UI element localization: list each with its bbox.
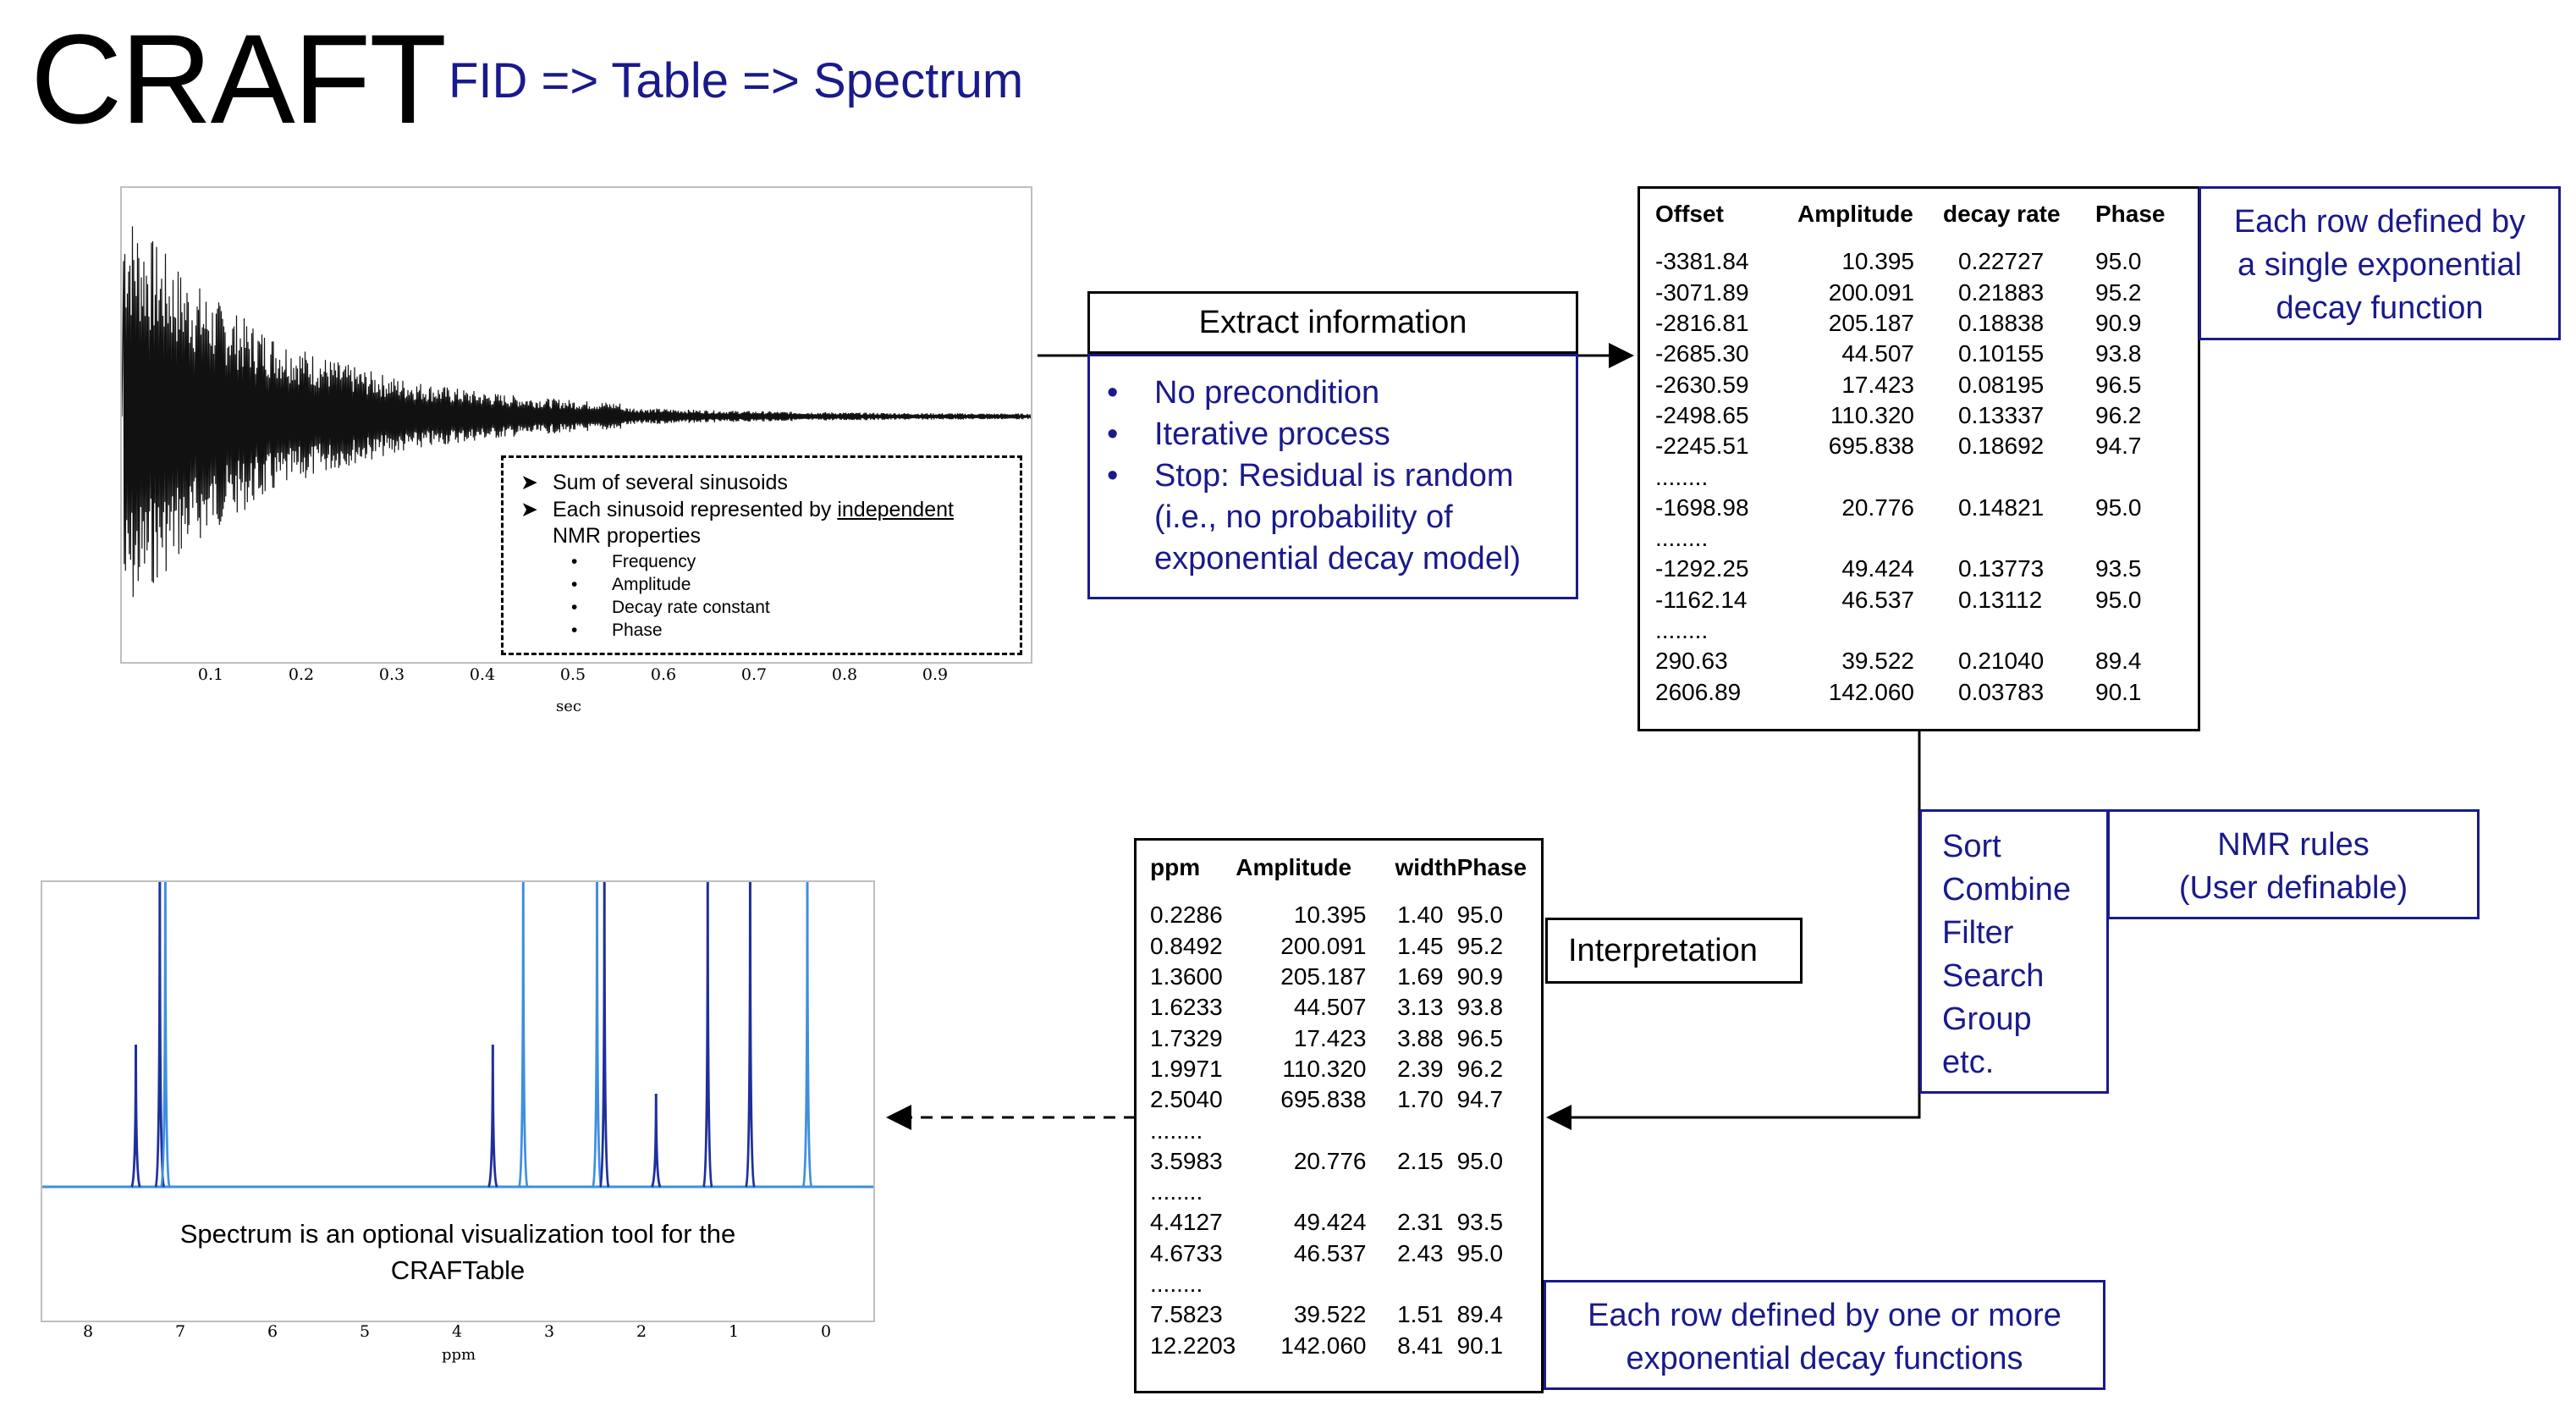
x-tick-label: 0.7 — [740, 665, 768, 684]
table-cell: 89.4 — [1456, 1301, 1504, 1328]
table-row — [1655, 308, 2197, 339]
x-tick-label: 1 — [728, 1322, 740, 1341]
table-row — [1150, 1146, 1541, 1177]
spectrum-peak — [132, 1045, 140, 1187]
table-row — [1150, 1115, 1541, 1145]
table-cell: ........ — [1150, 1117, 1203, 1144]
extract-bullet: • Iterative process — [1107, 416, 1390, 452]
x-tick-label: 4 — [451, 1322, 463, 1341]
table-cell — [1943, 615, 2095, 646]
spectrum-x-label: ppm — [442, 1346, 476, 1364]
table-row — [1150, 1084, 1541, 1115]
legend-item: • Decay rate constant — [571, 598, 770, 617]
nmr-rules-box: NMR rules (User definable) — [2107, 809, 2480, 919]
extract-bullet: • No precondition — [1107, 375, 1380, 411]
table-cell: 2.15 — [1397, 1147, 1444, 1174]
fid-table-box — [1638, 186, 2200, 731]
table-cell: 1.6233 — [1150, 994, 1223, 1021]
table-cell: 142.060 — [1280, 1332, 1367, 1359]
column-header: Amplitude — [1236, 854, 1352, 881]
operation-item: etc. — [1942, 1045, 1995, 1080]
table-row — [1150, 1207, 1541, 1238]
column-header: Phase — [1456, 854, 1527, 881]
column-header: Offset — [1655, 201, 1724, 228]
spectrum-peak — [746, 882, 754, 1187]
table-cell: -1292.25 — [1655, 555, 1749, 582]
table-cell: -2630.59 — [1655, 371, 1749, 398]
table-cell: 93.5 — [2095, 555, 2142, 582]
table-row — [1150, 1177, 1541, 1207]
table-row — [1655, 523, 2197, 554]
table-cell: 12.2203 — [1150, 1332, 1236, 1359]
table-cell — [1457, 1115, 1541, 1145]
column-header: ppm — [1150, 854, 1201, 881]
table-cell: 96.2 — [1456, 1055, 1504, 1082]
table-cell: 0.14821 — [1958, 494, 2045, 521]
table-cell: 20.776 — [1293, 1147, 1367, 1174]
table-cell: 95.0 — [2095, 586, 2142, 613]
x-tick-label: 3 — [543, 1322, 555, 1341]
table-row — [1150, 1269, 1541, 1299]
table-cell: ........ — [1150, 1178, 1203, 1205]
table-row — [1150, 1023, 1541, 1053]
x-tick-label: 0.8 — [831, 665, 858, 684]
table-cell: 4.4127 — [1150, 1209, 1223, 1236]
table-cell: 90.9 — [2095, 310, 2142, 337]
table-cell: 90.9 — [1456, 963, 1504, 990]
table-cell: 4.6733 — [1150, 1239, 1223, 1266]
table-cell: 94.7 — [1456, 1086, 1504, 1113]
x-tick-label: 0.1 — [197, 665, 224, 684]
table-cell — [1236, 1269, 1395, 1299]
spectrum-peak — [600, 882, 608, 1187]
legend-line-1: ➤ Sum of several sinusoids — [520, 471, 788, 494]
table-cell: 49.424 — [1293, 1209, 1367, 1236]
table-cell: 3.88 — [1397, 1024, 1444, 1051]
fid-x-label: sec — [556, 698, 581, 715]
extract-bullet-cont: (i.e., no probability of — [1154, 499, 1453, 535]
table-cell — [1797, 461, 1943, 492]
table-cell: 0.10155 — [1958, 340, 2045, 367]
extract-bullet-cont: exponential decay model) — [1154, 541, 1522, 576]
ppm-table — [1150, 852, 1541, 1361]
table-row — [1150, 931, 1541, 962]
table-cell: 1.51 — [1397, 1301, 1444, 1328]
table-cell: 0.2286 — [1150, 902, 1223, 929]
table-cell: 2.43 — [1397, 1239, 1444, 1266]
table-row — [1655, 646, 2197, 676]
x-tick-label: 0.6 — [650, 665, 677, 684]
table-row — [1150, 1054, 1541, 1084]
table-cell: 0.13773 — [1958, 555, 2045, 582]
table-cell: -3071.89 — [1655, 279, 1749, 306]
table-cell: 95.0 — [1456, 1147, 1504, 1174]
table-row — [1655, 431, 2197, 461]
table-cell: 39.522 — [1293, 1301, 1367, 1328]
table-cell — [2095, 615, 2197, 646]
x-tick-label: 0.5 — [559, 665, 586, 684]
table-cell: 44.507 — [1293, 994, 1367, 1021]
table-cell: 20.776 — [1841, 494, 1914, 521]
operation-item: Combine — [1942, 872, 2072, 907]
table-cell: 96.5 — [2095, 371, 2142, 398]
table-row — [1150, 1238, 1541, 1269]
extract-title-box: Extract information — [1087, 291, 1578, 354]
table-cell: 17.423 — [1293, 1024, 1367, 1051]
table-cell: ........ — [1150, 1271, 1203, 1297]
table-cell: -3381.84 — [1655, 248, 1749, 275]
table-cell: ........ — [1655, 617, 1709, 643]
spectrum-peak — [593, 882, 602, 1187]
table-cell: -1162.14 — [1655, 586, 1748, 613]
table-cell: 10.395 — [1841, 248, 1914, 275]
spectrum-peak — [803, 882, 812, 1187]
spectrum-peak — [703, 882, 712, 1187]
table-cell: 90.1 — [1456, 1332, 1504, 1359]
table-cell: 1.7329 — [1150, 1024, 1223, 1051]
x-tick-label: 0.9 — [922, 665, 949, 684]
table-cell: -2685.30 — [1655, 340, 1749, 367]
table-cell: 3.13 — [1397, 994, 1444, 1021]
table-cell: 8.41 — [1397, 1332, 1444, 1359]
table-cell: -2816.81 — [1655, 310, 1749, 337]
table-cell: 89.4 — [2095, 648, 2142, 675]
table-cell: 44.507 — [1841, 340, 1914, 367]
table-cell: 0.8492 — [1150, 932, 1223, 959]
x-tick-label: 7 — [174, 1322, 186, 1341]
table-cell: 0.18838 — [1958, 310, 2045, 337]
table-cell: 96.5 — [1456, 1024, 1504, 1051]
legend-line-2: ➤ Each sinusoid represented by independent — [520, 498, 954, 521]
table-row — [1150, 1330, 1541, 1360]
table-row — [1655, 615, 2197, 646]
legend-line-3: NMR properties — [553, 524, 702, 548]
table-row — [1655, 585, 2197, 615]
x-tick-label: 0.2 — [288, 665, 315, 684]
column-header: Phase — [2095, 201, 2166, 228]
table-row — [1150, 992, 1541, 1023]
operation-item: Filter — [1942, 915, 2014, 951]
table-cell: 200.091 — [1280, 932, 1367, 959]
table-row — [1655, 461, 2197, 492]
table-cell — [1457, 1177, 1541, 1207]
table-cell: 0.18692 — [1958, 433, 2045, 460]
table-cell — [1457, 1269, 1541, 1299]
table-row — [1150, 1299, 1541, 1330]
table-cell: 0.22727 — [1958, 248, 2045, 275]
table-cell: 7.5823 — [1150, 1301, 1223, 1328]
table-cell: 95.2 — [2095, 279, 2142, 306]
extract-bullet: • Stop: Residual is random — [1107, 458, 1514, 494]
table-cell: 1.9971 — [1150, 1055, 1223, 1082]
fid-axis — [120, 662, 1029, 721]
table-cell: 1.69 — [1397, 963, 1444, 990]
table-row — [1655, 400, 2197, 431]
table-cell: 96.2 — [2095, 401, 2142, 428]
table-cell: 1.3600 — [1150, 963, 1223, 990]
table-cell: -1698.98 — [1655, 494, 1749, 521]
table-cell: 95.0 — [2095, 248, 2142, 275]
table-cell: 2.5040 — [1150, 1086, 1223, 1113]
table-cell — [1943, 523, 2095, 554]
column-header: Amplitude — [1797, 201, 1913, 228]
spectrum-caption: Spectrum is an optional visualization tool for the CRAFTable — [179, 1219, 736, 1285]
row-note-bottom: Each row defined by one or more exponential decay functions — [1544, 1280, 2105, 1390]
table-cell — [2095, 461, 2197, 492]
legend-item: • Phase — [571, 620, 663, 640]
table-cell: 290.63 — [1655, 648, 1728, 675]
spectrum-peak — [519, 882, 527, 1187]
table-cell: 205.187 — [1828, 310, 1914, 337]
table-cell — [1943, 461, 2095, 492]
table-cell: 695.838 — [1828, 433, 1914, 460]
table-cell: 0.03783 — [1958, 678, 2045, 705]
fid-legend — [501, 455, 1022, 655]
table-cell — [1395, 1269, 1456, 1299]
table-cell: 3.5983 — [1150, 1147, 1223, 1174]
x-tick-label: 5 — [359, 1322, 371, 1341]
table-cell: 205.187 — [1280, 963, 1367, 990]
column-header: width — [1395, 854, 1457, 881]
table-cell: 39.522 — [1841, 648, 1914, 675]
page-title: CRAFT — [30, 8, 445, 150]
table-cell: 0.21883 — [1958, 279, 2045, 306]
spectrum-axis — [41, 1319, 872, 1370]
x-tick-label: 0.4 — [469, 665, 496, 684]
table-cell: 90.1 — [2095, 678, 2142, 705]
table-cell: 95.0 — [1456, 902, 1504, 929]
table-cell — [2095, 523, 2197, 554]
table-cell: 95.0 — [2095, 494, 2142, 521]
operation-item: Sort — [1942, 829, 2001, 864]
table-row — [1150, 962, 1541, 992]
spectrum-peak — [652, 1094, 660, 1187]
table-cell: ........ — [1655, 525, 1709, 552]
table-cell: 1.70 — [1397, 1086, 1444, 1113]
table-cell: 46.537 — [1841, 586, 1914, 613]
table-cell: 95.2 — [1456, 932, 1504, 959]
table-cell: 93.8 — [2095, 340, 2142, 367]
table-cell: 46.537 — [1293, 1239, 1367, 1266]
table-row — [1655, 369, 2197, 400]
ppm-table-box — [1134, 838, 1544, 1393]
table-cell: 695.838 — [1280, 1086, 1367, 1113]
x-tick-label: 0 — [820, 1322, 832, 1341]
table-cell: 2.31 — [1397, 1209, 1444, 1236]
row-note-top: Each row defined by a single exponential decay function — [2199, 186, 2561, 340]
operation-item: Group — [1942, 1001, 2032, 1037]
table-cell: 110.320 — [1282, 1055, 1367, 1082]
table-cell — [1236, 1177, 1395, 1207]
table-row — [1655, 339, 2197, 369]
table-header-row — [1150, 852, 1541, 883]
spectrum-plot — [41, 880, 875, 1322]
table-cell: 17.423 — [1841, 371, 1914, 398]
table-row — [1655, 246, 2197, 277]
table-cell: 110.320 — [1830, 401, 1914, 428]
table-cell — [1797, 523, 1943, 554]
table-cell: 0.13112 — [1958, 586, 2043, 613]
x-tick-label: 0.3 — [378, 665, 405, 684]
spectrum-peak — [488, 1045, 497, 1187]
table-cell: 200.091 — [1828, 279, 1914, 306]
table-row — [1655, 554, 2197, 584]
legend-item: • Frequency — [571, 552, 696, 571]
operations-box — [1919, 809, 2109, 1094]
x-tick-label: 2 — [636, 1322, 647, 1341]
table-cell — [1236, 1115, 1395, 1145]
table-row — [1655, 676, 2197, 707]
table-row — [1150, 900, 1541, 930]
interpretation-label: Interpretation — [1545, 918, 1803, 984]
fid-table — [1655, 199, 2197, 708]
page-subtitle: FID => Table => Spectrum — [449, 53, 1024, 108]
table-cell: 1.40 — [1397, 902, 1444, 929]
extract-bullets-box — [1087, 354, 1578, 599]
table-cell: 95.0 — [1456, 1239, 1504, 1266]
table-cell — [1395, 1115, 1456, 1145]
table-cell: 93.8 — [1456, 994, 1504, 1021]
table-cell: 1.45 — [1397, 932, 1444, 959]
column-header: decay rate — [1943, 201, 2061, 228]
table-cell: 94.7 — [2095, 433, 2142, 460]
table-cell: 2606.89 — [1655, 678, 1742, 705]
x-tick-label: 8 — [82, 1322, 94, 1341]
table-cell: 0.21040 — [1958, 648, 2045, 675]
table-row — [1655, 493, 2197, 523]
table-cell: 49.424 — [1841, 555, 1914, 582]
table-row — [1655, 278, 2197, 308]
legend-item: • Amplitude — [571, 575, 691, 594]
table-header-row — [1655, 199, 2197, 229]
table-cell: ........ — [1655, 463, 1709, 490]
table-cell: 0.08195 — [1958, 371, 2045, 398]
table-cell: 2.39 — [1397, 1055, 1444, 1082]
table-cell: 10.395 — [1293, 902, 1367, 929]
table-cell: -2245.51 — [1655, 433, 1749, 460]
table-cell — [1395, 1177, 1456, 1207]
table-cell: 142.060 — [1828, 678, 1914, 705]
x-tick-label: 6 — [267, 1322, 278, 1341]
table-cell: -2498.65 — [1655, 401, 1749, 428]
table-cell — [1797, 615, 1943, 646]
table-cell: 0.13337 — [1958, 401, 2045, 428]
operation-item: Search — [1942, 958, 2045, 994]
table-cell: 93.5 — [1456, 1209, 1504, 1236]
